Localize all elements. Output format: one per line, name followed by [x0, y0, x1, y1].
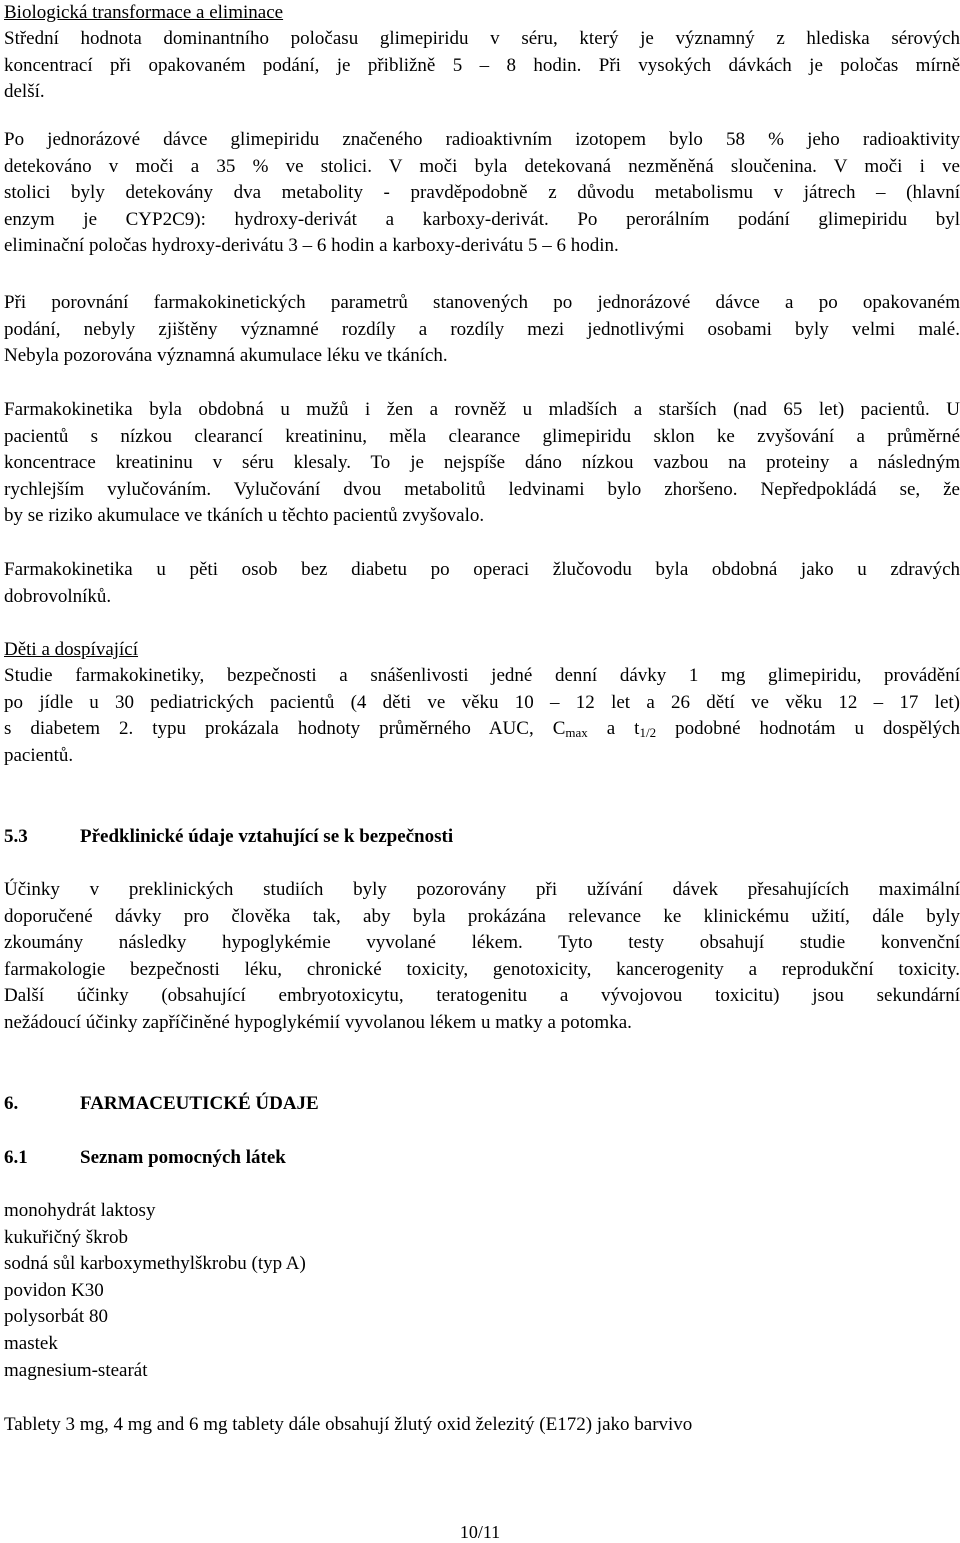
paragraph-pharmacokinetic-comparison [4, 290, 960, 370]
text-line: Po jednorázové dávce glimepiridu značeného radioaktivním izotopem bylo 58 % jeho radioaktivity [4, 129, 960, 150]
section-number: 6. [4, 1093, 19, 1114]
section-title: FARMACEUTICKÉ ÚDAJE [80, 1093, 319, 1114]
section-title: Seznam pomocných látek [80, 1147, 286, 1168]
page-number: 10/11 [459, 1522, 501, 1542]
list-item: povidon K30 [4, 1279, 104, 1301]
paragraph-half-life [4, 26, 960, 106]
text-line [4, 716, 960, 743]
text-line: by se riziko akumulace ve tkáních u těchto pacientů zvyšovalo. [4, 505, 485, 527]
heading-children-adolescents: Děti a dospívající [4, 639, 139, 660]
text-line: enzym je CYP2C9): hydroxy-derivát a karboxy-derivát. Po perorálním podání glimepiridu byl [4, 208, 960, 230]
section-number: 5.3 [4, 826, 28, 847]
paragraph-pediatric-study [4, 663, 960, 769]
text-line: Nebyla pozorována významná akumulace léku ve tkáních. [4, 345, 448, 367]
text-line: detekováno v moči a 35 % ve stolici. V moči byla detekovaná nezměněná sloučenina. V moči i ve [4, 155, 960, 177]
text-line: Další účinky (obsahující embryotoxicytu, teratogenitu a vývojovou toxicitu) jsou sekundární [4, 985, 960, 1007]
text-line: dobrovolníků. [4, 585, 112, 607]
text-line: Střední hodnota dominantního poločasu glimepiridu v séru, který je významný z hlediska sérových [4, 28, 960, 49]
subscript-max: max [565, 725, 588, 741]
heading-biological-transformation: Biologická transformace a eliminace [4, 2, 284, 23]
list-item: polysorbát 80 [4, 1306, 108, 1328]
text-line: rychlejším vylučováním. Vylučování dvou metabolitů ledvinami bylo zhoršeno. Nepředpokládá se, že [4, 478, 960, 500]
heading-section-6 [4, 1091, 960, 1118]
text-line: Studie farmakokinetiky, bezpečnosti a snášenlivosti jedné denní dávky 1 mg glimepiridu, provádění [4, 665, 960, 686]
section-number: 6.1 [4, 1147, 28, 1168]
text-line: eliminační poločas hydroxy-derivátu 3 – 6 hodin a karboxy-derivátu 5 – 6 hodin. [4, 235, 619, 257]
text-line: Farmakokinetika byla obdobná u mužů i žen a rovněž u mladších a starších (nad 65 let) pacientů. U [4, 399, 960, 420]
text-segment: s diabetem 2. typu prokázala hodnoty průměrného AUC, C [4, 718, 566, 740]
paragraph-patient-groups [4, 397, 960, 530]
text-line: farmakologie bezpečnosti léku, chronické toxicity, genotoxicity, kancerogenity a reprodukční toxicity. [4, 958, 960, 980]
text-line: delší. [4, 81, 45, 103]
list-item: mastek [4, 1332, 58, 1354]
list-item: sodná sůl karboxymethylškrobu (typ A) [4, 1253, 306, 1275]
text-segment: a t [587, 718, 640, 740]
list-item: magnesium-stearát [4, 1359, 148, 1381]
text-line: Účinky v preklinických studiích byly pozorovány při užívání dávek přesahujících maximální [4, 879, 960, 900]
list-item: monohydrát laktosy [4, 1200, 156, 1221]
text-line: po jídle u 30 pediatrických pacientů (4 děti ve věku 10 – 12 let a 26 dětí ve věku 12 – 17 let) [4, 691, 960, 713]
paragraph-preclinical [4, 877, 960, 1037]
list-item: kukuřičný škrob [4, 1226, 129, 1248]
text-line: nežádoucí účinky zapříčiněné hypoglykémií vyvolanou lékem u matky a potomka. [4, 1011, 632, 1033]
heading-section-6-1 [4, 1145, 960, 1172]
paragraph-radioactive-dose [4, 127, 960, 260]
text-line: koncentrací při opakovaném podání, je přibližně 5 – 8 hodin. Při vysokých dávkách je poločas mírně [4, 54, 960, 76]
section-title: Předklinické údaje vztahující se k bezpečnosti [80, 826, 454, 847]
text-line: doporučené dávky pro člověka tak, aby byla prokázána relevance ke klinickému užití, dále byly [4, 905, 960, 927]
colorant-note: Tablety 3 mg, 4 mg and 6 mg tablety dále obsahují žlutý oxid železitý (E172) jako barvivo [4, 1414, 693, 1435]
text-line: Při porovnání farmakokinetických parametrů stanovených po jednorázové dávce a po opakovaném [4, 292, 960, 313]
text-line: pacientů. [4, 744, 74, 766]
text-line: Farmakokinetika u pěti osob bez diabetu po operaci žlučovodu byla obdobná jako u zdravých [4, 559, 960, 580]
text-line: podání, nebyly zjištěny významné rozdíly a rozdíly mezi jednotlivými osobami byly velmi malé. [4, 318, 960, 340]
text-line: pacientů s nízkou clearancí kreatininu, měla clearance glimepiridu sklon ke zvyšování a průměrné [4, 425, 960, 447]
text-line: koncentrace kreatininu v séru klesaly. To je nejspíše dáno nízkou vazbou na proteiny a následným [4, 452, 960, 474]
paragraph-non-diabetic [4, 557, 960, 610]
text-line: stolici byly detekovány dva metabolity - pravděpodobně z důvodu metabolismu v játrech – (hlavní [4, 182, 960, 204]
subscript-half: 1/2 [639, 725, 657, 741]
text-line: zkoumány následky hypoglykémie vyvolané lékem. Tyto testy obsahují studie konvenční [4, 932, 960, 954]
heading-section-5-3 [4, 824, 960, 851]
text-segment: podobné hodnotám u dospělých [656, 718, 960, 740]
excipient-list [4, 1198, 960, 1384]
